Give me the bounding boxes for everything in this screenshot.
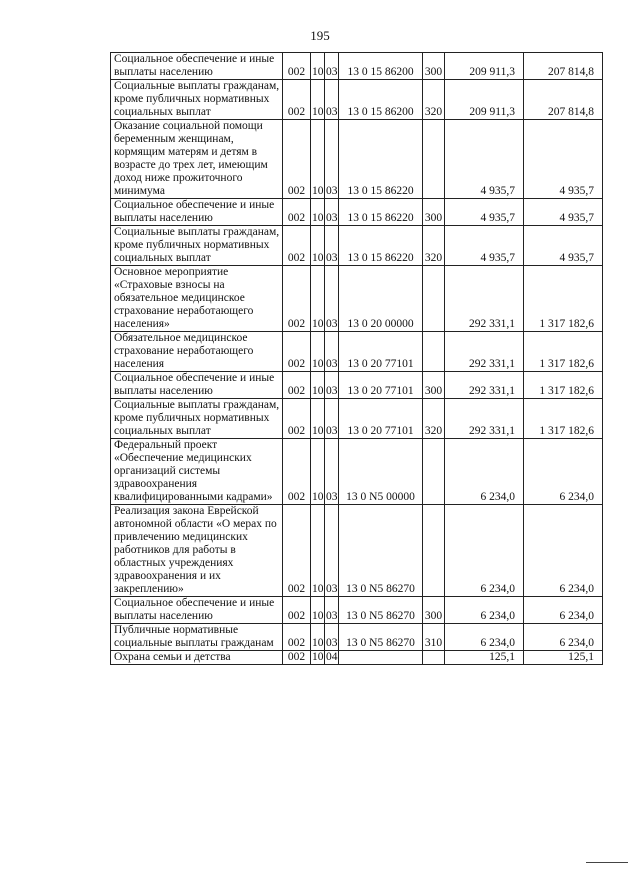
subsection-code-cell: 03 <box>325 439 339 505</box>
amount-year-1-cell: 4 935,7 <box>445 199 524 226</box>
table-row <box>111 80 603 120</box>
expense-type-cell: 320 <box>423 226 445 266</box>
amount-year-1-cell: 4 935,7 <box>445 226 524 266</box>
amount-year-2-cell: 4 935,7 <box>524 199 603 226</box>
section-code-cell: 10 <box>311 597 325 624</box>
row-name-cell <box>111 399 283 439</box>
row-name-cell <box>111 505 283 597</box>
section-code-cell: 10 <box>311 53 325 80</box>
section-code-cell: 10 <box>311 332 325 372</box>
row-name-text: Социальные выплаты гражданам, кроме публичных нормативных социальных выплат <box>114 226 280 264</box>
amount-year-1-cell: 292 331,1 <box>445 266 524 332</box>
table-row <box>111 505 603 597</box>
row-name-cell <box>111 651 283 665</box>
row-name-text: Публичные нормативные социальные выплаты гражданам <box>114 624 274 649</box>
table-row <box>111 399 603 439</box>
row-name-text: Социальное обеспечение и иные выплаты населению <box>114 199 275 224</box>
amount-year-1-cell: 209 911,3 <box>445 53 524 80</box>
expense-type-cell: 300 <box>423 372 445 399</box>
expense-type-cell <box>423 120 445 199</box>
target-article-cell: 13 0 15 86220 <box>339 199 423 226</box>
row-name-cell <box>111 332 283 372</box>
admin-code-cell: 002 <box>283 439 311 505</box>
section-code-cell: 10 <box>311 80 325 120</box>
row-name-text: Охрана семьи и детства <box>114 651 231 663</box>
section-code-cell: 10 <box>311 624 325 651</box>
amount-year-1-cell: 292 331,1 <box>445 372 524 399</box>
expense-type-cell <box>423 651 445 665</box>
expense-type-cell: 300 <box>423 597 445 624</box>
amount-year-2-cell: 207 814,8 <box>524 53 603 80</box>
row-name-text: Социальное обеспечение и иные выплаты населению <box>114 597 275 622</box>
admin-code-cell: 002 <box>283 505 311 597</box>
amount-year-2-cell: 6 234,0 <box>524 624 603 651</box>
row-name-text: Федеральный проект «Обеспечение медицинских организаций системы здравоохранения квалифицированными кадрами» <box>114 439 273 503</box>
admin-code-cell: 002 <box>283 332 311 372</box>
table-row <box>111 53 603 80</box>
subsection-code-cell: 04 <box>326 651 338 663</box>
subsection-code-cell: 03 <box>325 332 339 372</box>
subsection-code-cell: 03 <box>325 597 339 624</box>
expense-type-cell <box>423 505 445 597</box>
row-name-cell <box>111 120 283 199</box>
expense-type-cell <box>423 439 445 505</box>
row-name-text: Оказание социальной помощи беременным женщинам, кормящим матерям и детям в возрасте до трех лет, имеющим доход ниже прожиточного минимума <box>114 120 268 197</box>
expense-type-cell: 300 <box>423 199 445 226</box>
amount-year-2-cell: 207 814,8 <box>524 80 603 120</box>
admin-code-cell: 002 <box>283 226 311 266</box>
table-row <box>111 372 603 399</box>
amount-year-1-cell: 6 234,0 <box>445 624 524 651</box>
row-name-cell <box>111 80 283 120</box>
amount-year-2-cell: 1 317 182,6 <box>524 372 603 399</box>
section-code-cell: 10 <box>311 399 325 439</box>
subsection-code-cell: 03 <box>325 505 339 597</box>
row-name-text: Социальное обеспечение и иные выплаты населению <box>114 53 275 78</box>
amount-year-1-cell: 125,1 <box>445 651 524 665</box>
target-article-cell: 13 0 20 00000 <box>339 266 423 332</box>
expense-type-cell <box>423 266 445 332</box>
row-name-cell <box>111 199 283 226</box>
table-row <box>111 439 603 505</box>
expense-type-cell <box>423 332 445 372</box>
row-name-cell <box>111 266 283 332</box>
page-number: 195 <box>310 28 330 43</box>
section-code-cell: 10 <box>311 226 325 266</box>
section-code-cell: 10 <box>312 651 324 663</box>
amount-year-1-cell: 6 234,0 <box>445 597 524 624</box>
table-row <box>111 226 603 266</box>
target-article-cell <box>339 651 423 665</box>
admin-code-cell: 002 <box>283 80 311 120</box>
table-row <box>111 597 603 624</box>
admin-code-cell: 002 <box>283 120 311 199</box>
amount-year-1-cell: 292 331,1 <box>445 332 524 372</box>
row-name-cell <box>111 226 283 266</box>
expense-type-cell: 320 <box>423 80 445 120</box>
admin-code-cell: 002 <box>283 624 311 651</box>
target-article-cell: 13 0 15 86220 <box>339 120 423 199</box>
subsection-code-cell: 03 <box>325 372 339 399</box>
row-name-cell <box>111 372 283 399</box>
row-name-text: Реализация закона Еврейской автономной области «О мерах по привлечению медицинских работников для работы в областных учреждениях здравоохранения и их закреплению» <box>114 505 277 595</box>
target-article-cell: 13 0 N5 86270 <box>339 505 423 597</box>
section-code-cell: 10 <box>311 266 325 332</box>
amount-year-2-cell: 4 935,7 <box>524 120 603 199</box>
expense-type-cell: 310 <box>423 624 445 651</box>
subsection-code-cell: 03 <box>325 399 339 439</box>
amount-year-2-cell: 1 317 182,6 <box>524 399 603 439</box>
row-name-cell <box>111 597 283 624</box>
amount-year-2-cell: 6 234,0 <box>524 439 603 505</box>
row-name-cell <box>111 624 283 651</box>
amount-year-1-cell: 6 234,0 <box>445 439 524 505</box>
row-name-text: Обязательное медицинское страхование неработающего населения <box>114 332 254 370</box>
table-body <box>111 53 603 665</box>
subsection-code-cell: 03 <box>325 80 339 120</box>
subsection-code-cell: 03 <box>325 53 339 80</box>
table-row <box>111 624 603 651</box>
row-name-cell <box>111 439 283 505</box>
subsection-code-cell: 03 <box>325 266 339 332</box>
row-name-text: Социальные выплаты гражданам, кроме публичных нормативных социальных выплат <box>114 80 280 118</box>
amount-year-1-cell: 6 234,0 <box>445 505 524 597</box>
section-code-cell: 10 <box>311 199 325 226</box>
admin-code-cell: 002 <box>283 266 311 332</box>
amount-year-2-cell: 6 234,0 <box>524 597 603 624</box>
row-name-text: Основное мероприятие «Страховые взносы на обязательное медицинское страхование неработающего населения» <box>114 266 254 330</box>
target-article-cell: 13 0 20 77101 <box>339 332 423 372</box>
section-code-cell: 10 <box>311 439 325 505</box>
admin-code-cell: 002 <box>283 597 311 624</box>
target-article-cell: 13 0 N5 86270 <box>339 624 423 651</box>
subsection-code-cell: 03 <box>325 199 339 226</box>
section-code-cell: 10 <box>311 372 325 399</box>
table-row <box>111 332 603 372</box>
row-name-text: Социальные выплаты гражданам, кроме публичных нормативных социальных выплат <box>114 399 280 437</box>
amount-year-1-cell: 4 935,7 <box>445 120 524 199</box>
admin-code-cell: 002 <box>283 651 311 665</box>
admin-code-cell: 002 <box>283 199 311 226</box>
expense-type-cell: 300 <box>423 53 445 80</box>
target-article-cell: 13 0 15 86200 <box>339 80 423 120</box>
budget-table <box>110 52 603 665</box>
amount-year-2-cell: 125,1 <box>524 651 603 665</box>
table-row <box>111 266 603 332</box>
section-code-cell: 10 <box>311 505 325 597</box>
amount-year-1-cell: 292 331,1 <box>445 399 524 439</box>
target-article-cell: 13 0 15 86200 <box>339 53 423 80</box>
footer-rule <box>586 862 628 863</box>
admin-code-cell: 002 <box>283 399 311 439</box>
row-name-cell <box>111 53 283 80</box>
subsection-code-cell: 03 <box>325 624 339 651</box>
table-row <box>111 651 603 665</box>
amount-year-2-cell: 1 317 182,6 <box>524 266 603 332</box>
target-article-cell: 13 0 N5 00000 <box>339 439 423 505</box>
subsection-code-cell: 03 <box>325 120 339 199</box>
target-article-cell: 13 0 20 77101 <box>339 399 423 439</box>
admin-code-cell: 002 <box>283 372 311 399</box>
amount-year-2-cell: 1 317 182,6 <box>524 332 603 372</box>
row-name-text: Социальное обеспечение и иные выплаты населению <box>114 372 275 397</box>
target-article-cell: 13 0 15 86220 <box>339 226 423 266</box>
section-code-cell: 10 <box>311 120 325 199</box>
amount-year-2-cell: 6 234,0 <box>524 505 603 597</box>
subsection-code-cell: 03 <box>325 226 339 266</box>
amount-year-2-cell: 4 935,7 <box>524 226 603 266</box>
table-row <box>111 199 603 226</box>
admin-code-cell: 002 <box>283 53 311 80</box>
target-article-cell: 13 0 N5 86270 <box>339 597 423 624</box>
expense-type-cell: 320 <box>423 399 445 439</box>
table-row <box>111 120 603 199</box>
target-article-cell: 13 0 20 77101 <box>339 372 423 399</box>
amount-year-1-cell: 209 911,3 <box>445 80 524 120</box>
